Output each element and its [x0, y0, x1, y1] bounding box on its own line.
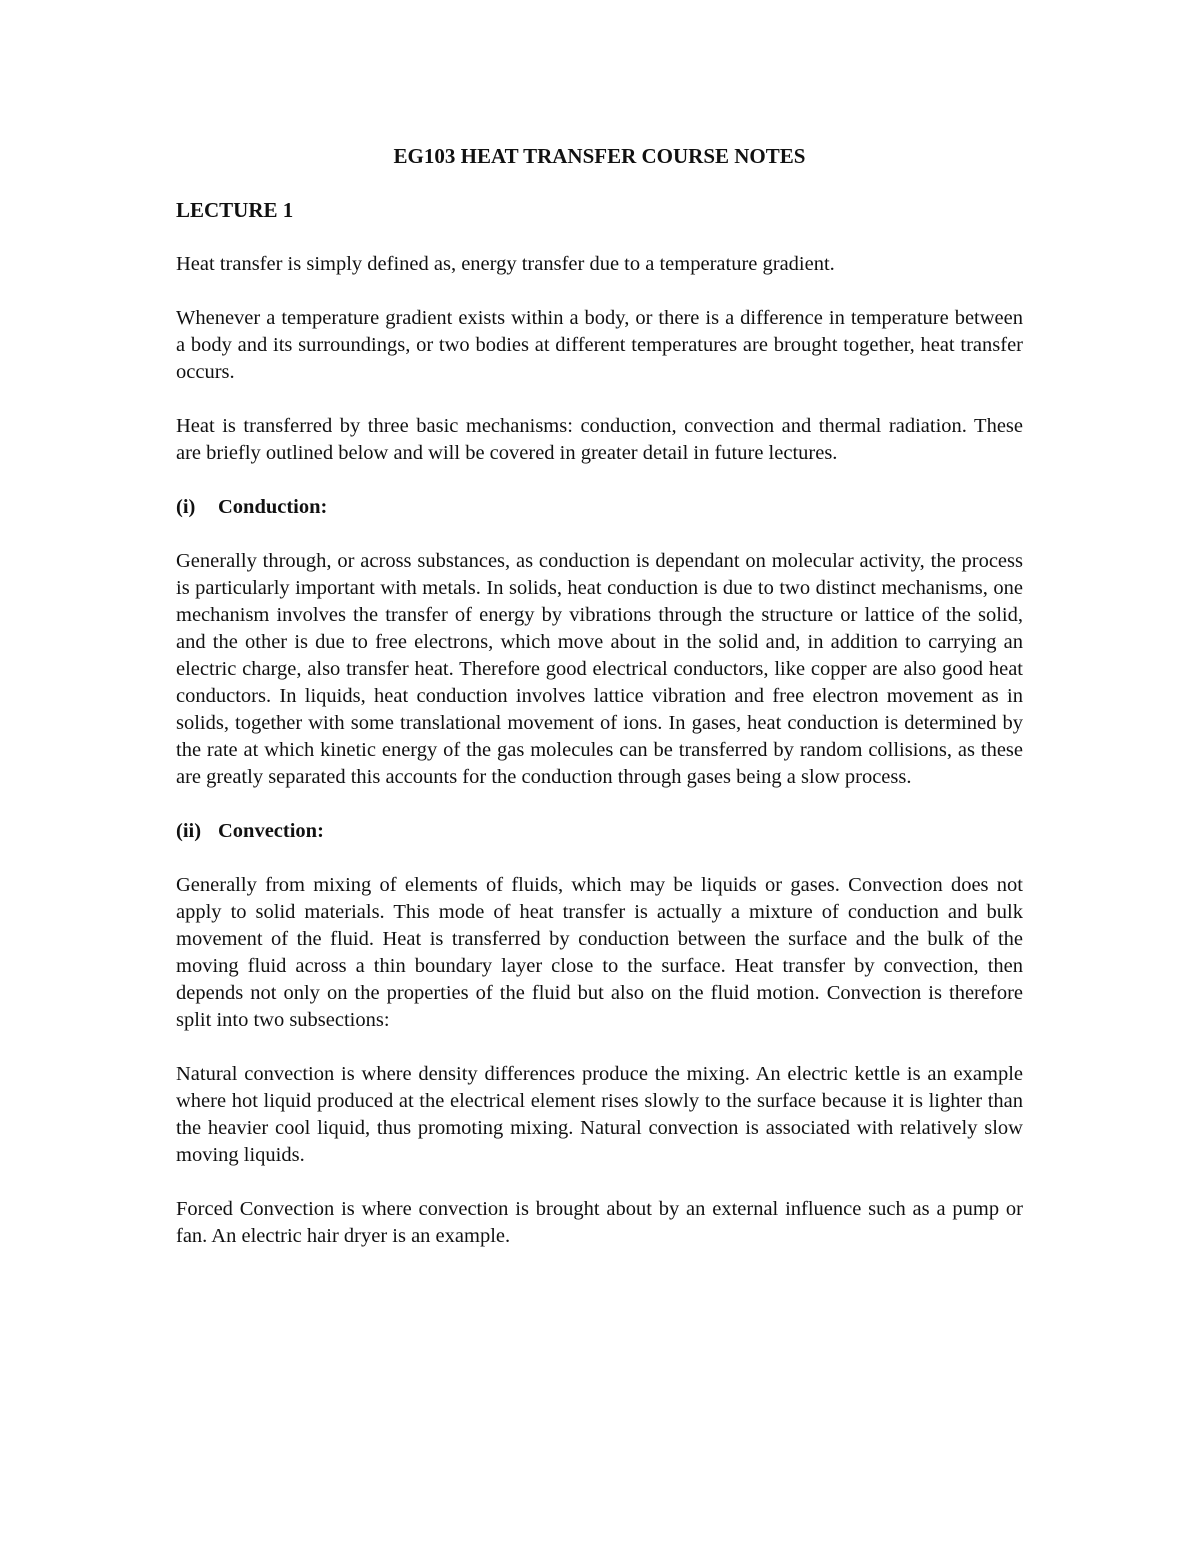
- natural-convection-paragraph: Natural convection is where density differences produce the mixing. An electric kettle is an example where hot liquid produced at the electrical element rises slowly to the surface because it is lighter than the heavier cool liquid, thus promoting mixing. Natural convection is associated with relatively slow moving liquids.: [176, 1063, 1023, 1166]
- conduction-paragraph: Generally through, or across substances, as conduction is dependant on molecular activity, the process is particularly important with metals. In solids, heat conduction is due to two distinct mechanisms, one mechanism involves the transfer of energy by vibrations through the structure or lattice of the solid, and the other is due to free electrons, which move about in the solid and, in addition to carrying an electric charge, also transfer heat. Therefore good electrical conductors, like copper are also good heat conductors. In liquids, heat conduction involves lattice vibration and free electron movement as in solids, together with some translational movement of ions. In gases, heat conduction is determined by the rate at which kinetic energy of the gas molecules can be transferred by random collisions, as these are greatly separated this accounts for the conduction through gases being a slow process.: [176, 550, 1023, 788]
- intro-paragraph-mechanisms: Heat is transferred by three basic mechanisms: conduction, convection and thermal radiation. These are briefly outlined below and will be covered in greater detail in future lectures.: [176, 415, 1023, 464]
- conduction-heading-label: Conduction:: [218, 496, 328, 518]
- convection-number: (ii): [176, 820, 202, 842]
- conduction-number: (i): [176, 496, 196, 518]
- lecture-heading: LECTURE 1: [176, 198, 294, 222]
- convection-heading-label: Convection:: [218, 820, 324, 842]
- conduction-heading: [176, 494, 1023, 521]
- intro-paragraph-gradient: Whenever a temperature gradient exists within a body, or there is a difference in temperature between a body and its surroundings, or two bodies at different temperatures are brought together, heat transfer occurs.: [176, 307, 1023, 383]
- document-page: [176, 143, 1023, 1277]
- intro-paragraph-definition: Heat transfer is simply defined as, energy transfer due to a temperature gradient.: [176, 253, 835, 275]
- convection-heading: [176, 818, 1023, 845]
- forced-convection-paragraph: Forced Convection is where convection is brought about by an external influence such as a pump or fan. An electric hair dryer is an example.: [176, 1198, 1023, 1247]
- document-title: EG103 HEAT TRANSFER COURSE NOTES: [393, 144, 806, 168]
- convection-paragraph: Generally from mixing of elements of fluids, which may be liquids or gases. Convection does not apply to solid materials. This mode of heat transfer is actually a mixture of conduction and bulk movement of the fluid. Heat is transferred by conduction between the surface and the bulk of the moving fluid across a thin boundary layer close to the surface. Heat transfer by convection, then depends not only on the properties of the fluid but also on the fluid motion. Convection is therefore split into two subsections:: [176, 874, 1023, 1031]
